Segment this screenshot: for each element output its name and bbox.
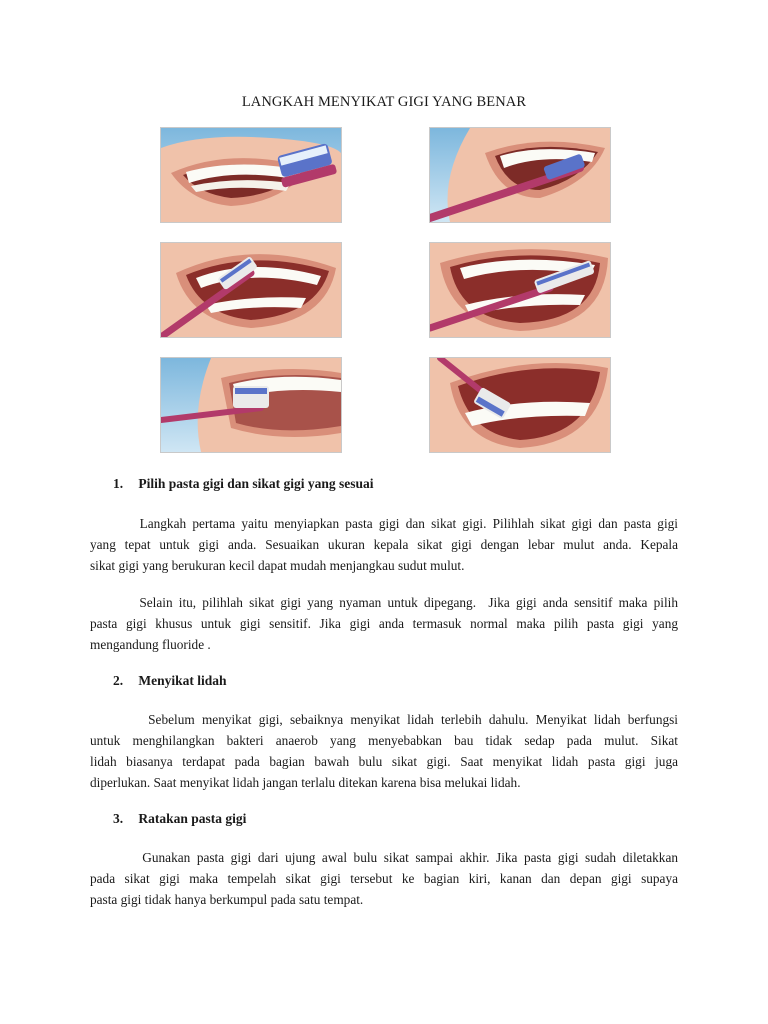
illustration-4 [429, 242, 611, 338]
paragraph-line: untuk menghilangkan bakteri anaerob yang menyebabkan bau tidak sedap pada mulut. Sikat [90, 733, 678, 748]
paragraph-line: yang tepat untuk gigi anda. Sesuaikan ukuran kepala sikat gigi dengan lebar mulut anda. Kepala [90, 537, 678, 552]
paragraph-line: sikat gigi yang berukuran kecil dapat mudah menjangkau sudut mulut. [90, 558, 465, 573]
toothbrush-upper-teeth-icon [430, 128, 610, 222]
paragraph-line: Langkah pertama yaitu menyiapkan pasta gigi dan sikat gigi. Pilihlah sikat gigi dan pasta gigi [90, 516, 678, 531]
page-title: LANGKAH MENYIKAT GIGI YANG BENAR [241, 94, 527, 110]
paragraph [90, 709, 678, 793]
section-heading-3 [113, 811, 246, 827]
paragraph-line: mengandung fluoride . [90, 637, 211, 652]
paragraph [90, 592, 678, 655]
section-title: Ratakan pasta gigi [138, 811, 247, 826]
paragraph [90, 513, 678, 576]
toothbrush-inner-upper-icon [161, 243, 341, 337]
paragraph-line: pasta gigi khusus untuk gigi sensitif. Jika gigi anda termasuk normal maka pilih pasta gigi yang [90, 616, 678, 631]
section-title: Menyikat lidah [138, 673, 227, 688]
section-number: 3. [113, 811, 124, 826]
section-title: Pilih pasta gigi dan sikat gigi yang sesuai [138, 476, 374, 491]
section-number: 2. [113, 673, 124, 688]
paragraph-line: Selain itu, pilihlah sikat gigi yang nyaman untuk dipegang. Jika gigi anda sensitif maka pilih [90, 595, 678, 610]
illustration-6 [429, 357, 611, 453]
illustration-3 [160, 242, 342, 338]
illustration-1 [160, 127, 342, 223]
paragraph-line: Sebelum menyikat gigi, sebaiknya menyikat lidah terlebih dahulu. Menyikat lidah berfungsi [90, 712, 678, 727]
section-heading-2 [113, 673, 227, 689]
paragraph-line: pasta gigi tidak hanya berkumpul pada satu tempat. [90, 892, 364, 907]
toothbrush-front-teeth-icon [161, 128, 341, 222]
toothbrush-lower-teeth-icon [430, 243, 610, 337]
toothbrush-outer-teeth-icon [161, 358, 341, 452]
section-heading-1 [113, 476, 374, 492]
paragraph-line: Gunakan pasta gigi dari ujung awal bulu sikat sampai akhir. Jika pasta gigi sudah diletakkan [90, 850, 678, 865]
toothbrush-inner-lower-icon [430, 358, 610, 452]
illustration-2 [429, 127, 611, 223]
section-number: 1. [113, 476, 124, 491]
illustration-5 [160, 357, 342, 453]
paragraph-line: pada sikat gigi maka tempelah sikat gigi tersebut ke bagian kiri, kanan dan depan gigi supaya [90, 871, 678, 886]
paragraph-line: lidah biasanya terdapat pada bagian bawah bulu sikat gigi. Saat menyikat lidah pasta gigi juga [90, 754, 678, 769]
paragraph-line: diperlukan. Saat menyikat lidah jangan terlalu ditekan karena bisa melukai lidah. [90, 775, 521, 790]
paragraph [90, 847, 678, 910]
